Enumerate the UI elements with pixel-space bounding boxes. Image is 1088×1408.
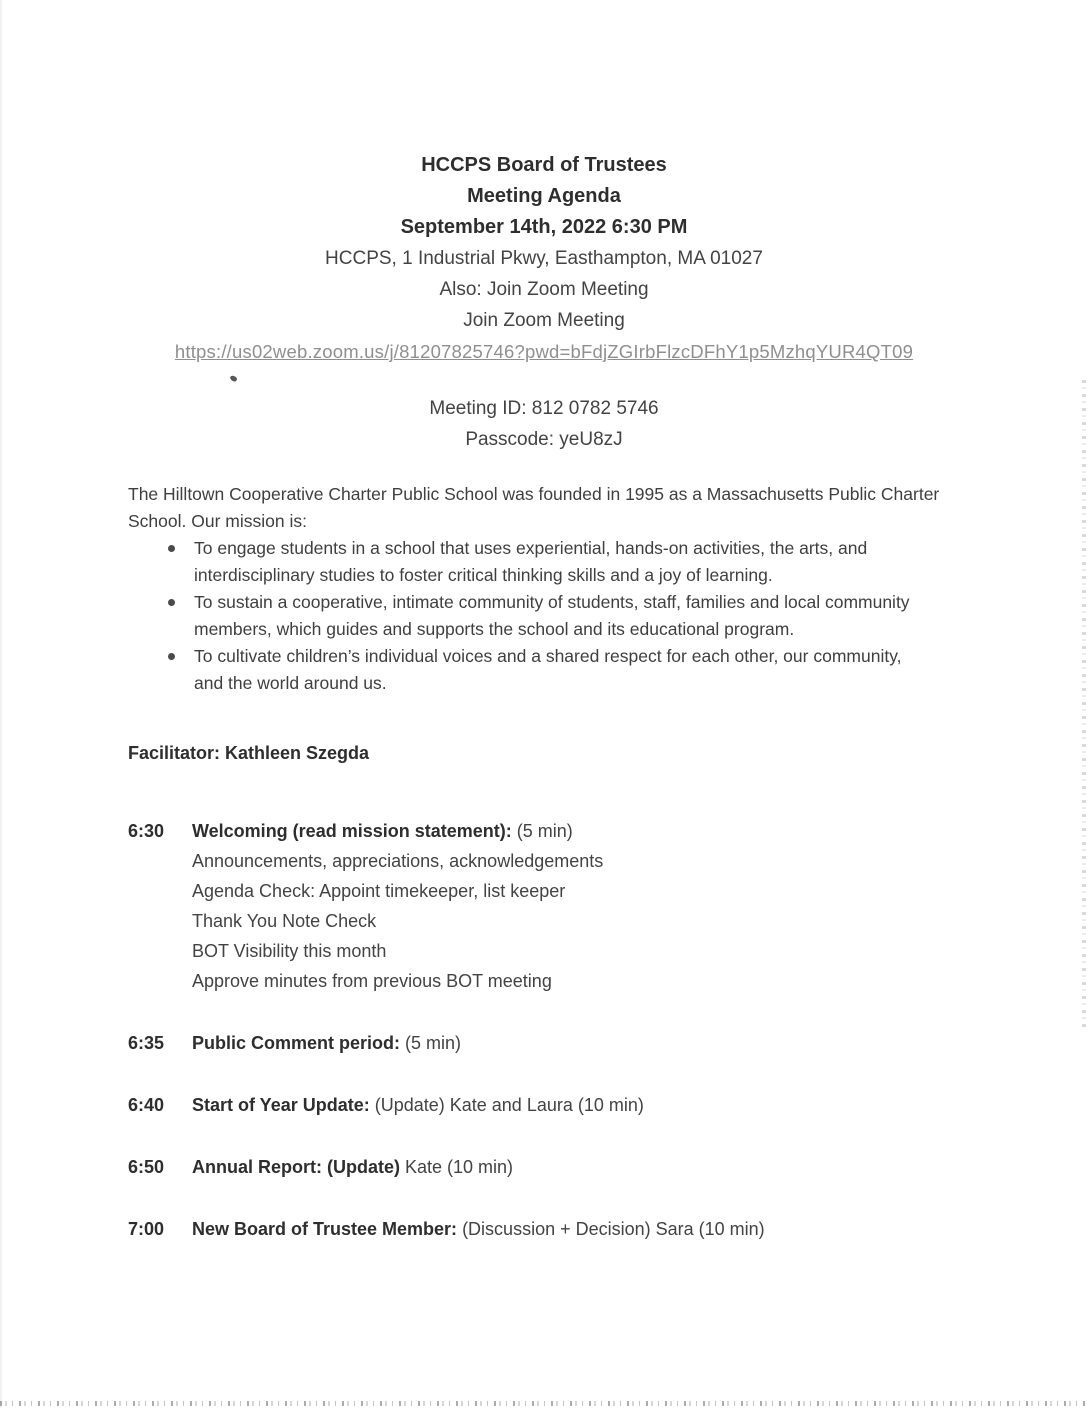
agenda-body [192, 816, 960, 996]
agenda-title-line [192, 1214, 960, 1244]
agenda-detail: (Discussion + Decision) Sara (10 min) [462, 1219, 765, 1239]
agenda-title: Annual Report: (Update) [192, 1157, 400, 1177]
facilitator-line: Facilitator: Kathleen Szegda [128, 743, 370, 763]
doc-subtitle: Meeting Agenda [467, 185, 621, 207]
agenda-body [192, 1028, 960, 1058]
join-zoom-line: Join Zoom Meeting [463, 310, 625, 331]
meeting-passcode: Passcode: yeU8zJ [465, 429, 623, 450]
agenda-time: 6:30 [128, 821, 165, 841]
mission-bullet-2: To sustain a cooperative, intimate community of students, staff, families and local community members, which guides and supports the school and its educational program. [166, 589, 926, 643]
agenda-title: Start of Year Update: [192, 1095, 370, 1115]
also-join-zoom-line: Also: Join Zoom Meeting [439, 279, 649, 300]
agenda-time: 7:00 [128, 1219, 165, 1239]
document-header [0, 0, 1088, 455]
agenda-item-start-of-year [128, 1090, 960, 1120]
meeting-location: HCCPS, 1 Industrial Pkwy, Easthampton, MA 01027 [325, 248, 763, 269]
agenda-title-line [192, 1028, 960, 1058]
agenda-detail: (5 min) [405, 1033, 462, 1053]
agenda-subline: Agenda Check: Appoint timekeeper, list keeper [192, 881, 566, 901]
agenda-item-new-board-member [128, 1214, 960, 1244]
agenda-section [128, 816, 960, 1244]
agenda-body [192, 1152, 960, 1182]
agenda-item-welcoming [128, 816, 960, 996]
mission-bullet-3: To cultivate children’s individual voices and a shared respect for each other, our community, and the world around us. [166, 643, 926, 697]
agenda-title-line [192, 1090, 960, 1120]
agenda-item-annual-report [128, 1152, 960, 1182]
agenda-subline: Announcements, appreciations, acknowledgements [192, 851, 604, 871]
mission-bullet-list [128, 535, 926, 697]
meeting-datetime: September 14th, 2022 6:30 PM [400, 216, 688, 238]
agenda-detail: (5 min) [516, 821, 573, 841]
agenda-title-line [192, 1152, 960, 1182]
agenda-subline: Approve minutes from previous BOT meeting [192, 971, 552, 991]
agenda-title: Public Comment period: [192, 1033, 401, 1053]
doc-title: HCCPS Board of Trustees [421, 154, 667, 176]
mission-section [128, 481, 960, 697]
scan-edge-right-artifact [1082, 380, 1086, 1030]
scan-edge-bottom-artifact [0, 1401, 1088, 1406]
agenda-subline: BOT Visibility this month [192, 941, 387, 961]
agenda-time: 6:50 [128, 1157, 165, 1177]
mission-bullet-1: To engage students in a school that uses experiential, hands-on activities, the arts, and interdisciplinary studies to foster critical thinking skills and a joy of learning. [166, 535, 926, 589]
agenda-detail: Kate (10 min) [404, 1157, 514, 1177]
agenda-title-line [192, 816, 960, 846]
meeting-id: Meeting ID: 812 0782 5746 [429, 398, 659, 419]
mission-intro: The Hilltown Cooperative Charter Public School was founded in 1995 as a Massachusetts Public Charter School. Our mission is: [128, 484, 940, 531]
agenda-title: Welcoming (read mission statement): [192, 821, 512, 841]
agenda-detail: (Update) Kate and Laura (10 min) [374, 1095, 644, 1115]
agenda-body [192, 1090, 960, 1120]
zoom-meeting-link[interactable]: https://us02web.zoom.us/j/81207825746?pwd=bFdjZGIrbFlzcDFhY1p5MzhqYUR4QT09 [174, 341, 914, 362]
agenda-item-public-comment [128, 1028, 960, 1058]
agenda-time: 6:40 [128, 1095, 165, 1115]
agenda-subline: Thank You Note Check [192, 911, 377, 931]
agenda-body [192, 1214, 960, 1244]
agenda-time: 6:35 [128, 1033, 165, 1053]
agenda-title: New Board of Trustee Member: [192, 1219, 458, 1239]
scan-edge-left-artifact [0, 0, 3, 1408]
